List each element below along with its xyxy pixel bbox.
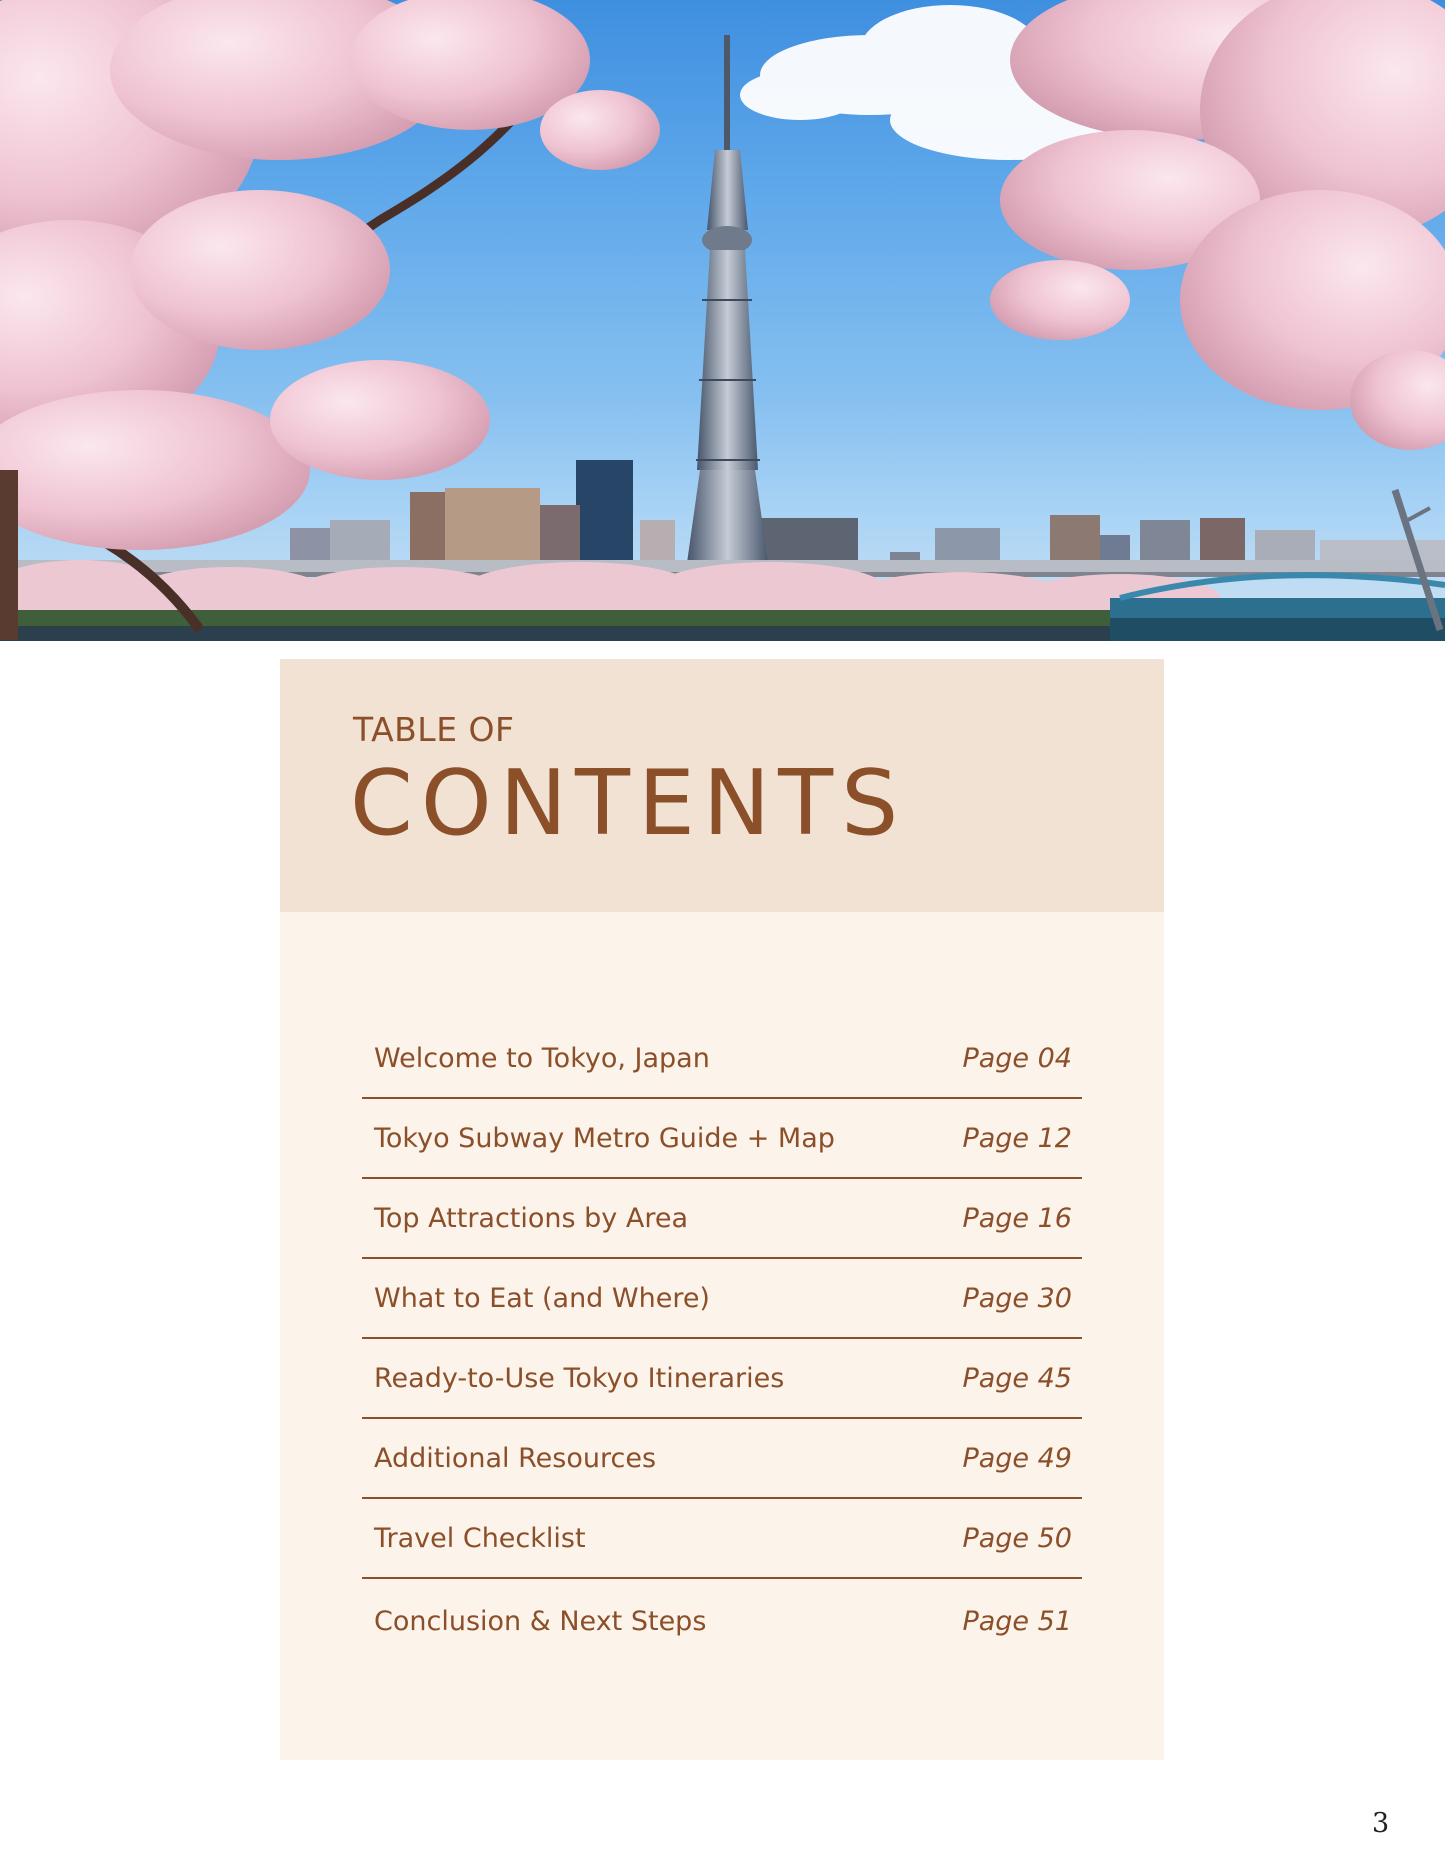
cherry-blossom-branches-right	[990, 0, 1445, 450]
city-skyline	[290, 460, 1445, 563]
toc-entry[interactable]	[362, 1181, 1082, 1259]
table-of-contents	[280, 659, 1164, 1760]
toc-entry-page: Page 16	[962, 1203, 1072, 1234]
toc-entry-label: Additional Resources	[374, 1443, 657, 1474]
hero-photo-illustration	[0, 0, 1445, 641]
toc-entry-label: Conclusion & Next Steps	[374, 1606, 707, 1637]
toc-entry[interactable]	[362, 1581, 1082, 1659]
toc-entry[interactable]	[362, 1341, 1082, 1419]
toc-header	[280, 659, 1164, 912]
toc-entry[interactable]	[362, 1101, 1082, 1179]
hero-photo	[0, 0, 1445, 641]
toc-title: CONTENTS	[350, 751, 907, 856]
toc-entry-page: Page 04	[962, 1043, 1072, 1074]
toc-entry[interactable]	[362, 1501, 1082, 1579]
toc-entry-page: Page 30	[962, 1283, 1072, 1314]
toc-entry[interactable]	[362, 1024, 1082, 1099]
toc-kicker: TABLE OF	[353, 710, 515, 749]
toc-entry-label: Tokyo Subway Metro Guide + Map	[374, 1123, 835, 1154]
toc-entry-page: Page 50	[962, 1523, 1072, 1554]
toc-entry-label: Welcome to Tokyo, Japan	[374, 1043, 710, 1074]
toc-entry-label: Top Attractions by Area	[374, 1203, 689, 1234]
toc-entry-page: Page 51	[962, 1606, 1072, 1637]
toc-entry-label: What to Eat (and Where)	[374, 1283, 710, 1314]
toc-entry-page: Page 12	[962, 1123, 1072, 1154]
toc-entry-label: Travel Checklist	[374, 1523, 586, 1554]
toc-entry-label: Ready-to-Use Tokyo Itineraries	[374, 1363, 785, 1394]
toc-entry[interactable]	[362, 1421, 1082, 1499]
page-number: 3	[1372, 1808, 1390, 1839]
broadcast-tower	[687, 35, 768, 563]
toc-list	[362, 1024, 1082, 1661]
toc-entry-page: Page 49	[962, 1443, 1072, 1474]
toc-entry-page: Page 45	[962, 1363, 1072, 1394]
toc-entry[interactable]	[362, 1261, 1082, 1339]
